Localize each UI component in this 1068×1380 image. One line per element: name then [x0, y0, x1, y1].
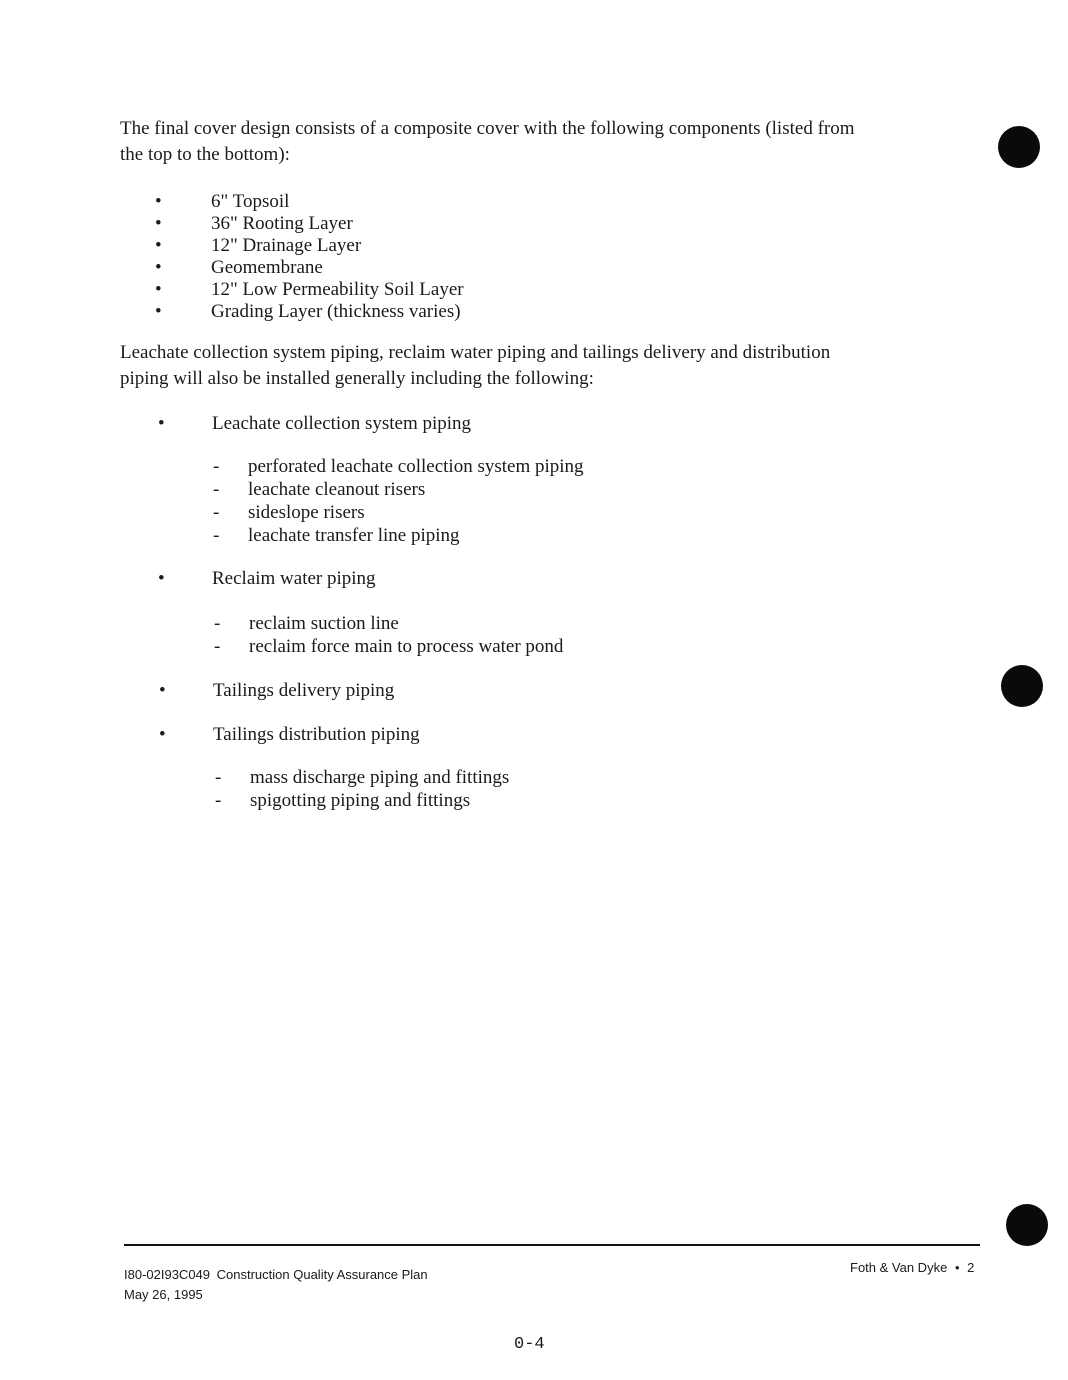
- list-item-text: 12" Drainage Layer: [211, 235, 362, 256]
- dash-marker: -: [214, 636, 221, 657]
- list-item-text: perforated leachate collection system piping: [248, 456, 584, 477]
- binder-hole-bottom: [1006, 1204, 1048, 1246]
- bullet-icon: •: [155, 235, 162, 256]
- binder-hole-middle: [1001, 665, 1043, 707]
- dash-marker: -: [213, 456, 220, 477]
- dash-marker: -: [215, 767, 222, 788]
- bullet-icon: •: [155, 191, 162, 212]
- section-title: Reclaim water piping: [212, 568, 376, 589]
- bullet-icon: •: [158, 413, 165, 434]
- bullet-icon: •: [159, 724, 166, 745]
- list-item-text: sideslope risers: [248, 502, 365, 523]
- intro-line-1: The final cover design consists of a composite cover with the following components (listed from: [120, 118, 855, 139]
- footer-page: 2: [967, 1260, 975, 1275]
- dash-marker: -: [213, 525, 220, 546]
- list-item-text: reclaim suction line: [249, 613, 399, 634]
- list-item-text: 12" Low Permeability Soil Layer: [211, 279, 464, 300]
- bullet-icon: •: [158, 568, 165, 589]
- list-item-text: leachate cleanout risers: [248, 479, 426, 500]
- section-title: Tailings distribution piping: [213, 724, 420, 745]
- dash-marker: -: [213, 479, 220, 500]
- list-item-text: reclaim force main to process water pond: [249, 636, 564, 657]
- footer-separator: •: [954, 1260, 960, 1275]
- footer-company-name: Foth & Van Dyke: [850, 1260, 948, 1275]
- intro-paragraph: [120, 116, 855, 168]
- bullet-icon: •: [155, 213, 162, 234]
- footer-doc-reference: [124, 1266, 428, 1284]
- bullet-icon: •: [155, 279, 162, 300]
- dash-marker: -: [213, 502, 220, 523]
- list-item-text: 6" Topsoil: [211, 191, 290, 212]
- footer-doc-title: Construction Quality Assurance Plan: [216, 1267, 428, 1282]
- footer-company: [850, 1259, 974, 1277]
- bullet-icon: •: [155, 257, 162, 278]
- section-title: Leachate collection system piping: [212, 413, 472, 434]
- intro-line-2: the top to the bottom):: [120, 144, 290, 165]
- list-item-text: 36" Rooting Layer: [211, 213, 353, 234]
- footer-doc-code: I80-02I93C049: [124, 1267, 211, 1282]
- piping-intro-line-1: Leachate collection system piping, reclaim water piping and tailings delivery and distribution: [120, 342, 831, 363]
- list-item-text: mass discharge piping and fittings: [250, 767, 510, 788]
- piping-intro-paragraph: [120, 340, 830, 392]
- footer-date: May 26, 1995: [124, 1287, 203, 1302]
- list-item-text: Geomembrane: [211, 257, 323, 278]
- list-item-text: spigotting piping and fittings: [250, 790, 471, 811]
- bullet-icon: •: [159, 680, 166, 701]
- bullet-icon: •: [155, 301, 162, 322]
- list-item-text: Grading Layer (thickness varies): [211, 301, 461, 322]
- piping-intro-line-2: piping will also be installed generally including the following:: [120, 368, 594, 389]
- page-number: 0-4: [514, 1335, 545, 1354]
- list-item-text: leachate transfer line piping: [248, 525, 460, 546]
- dash-marker: -: [214, 613, 221, 634]
- footer-divider: [124, 1244, 980, 1246]
- binder-hole-top: [998, 126, 1040, 168]
- section-title: Tailings delivery piping: [213, 680, 395, 701]
- dash-marker: -: [215, 790, 222, 811]
